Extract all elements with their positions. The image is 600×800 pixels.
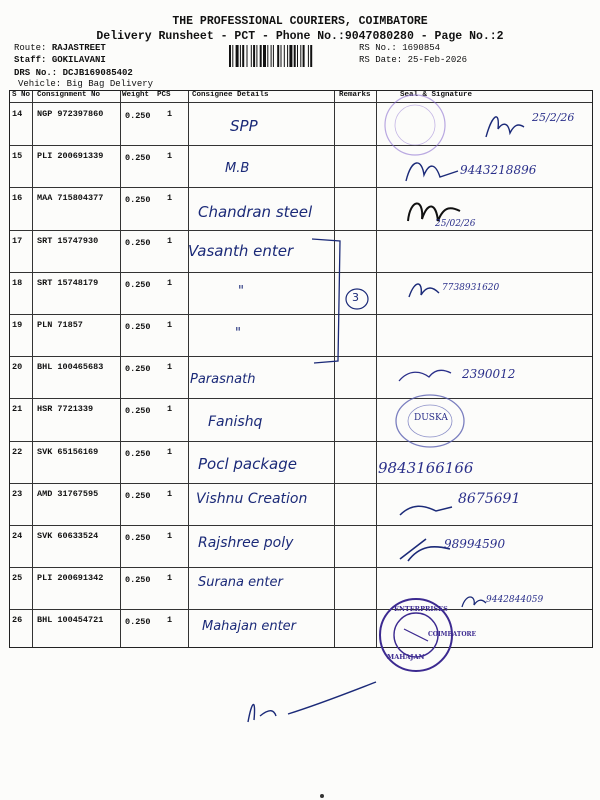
- row-divider: [10, 567, 592, 568]
- rs-no-label: RS No.:: [359, 43, 397, 53]
- cell-sno: 20: [12, 362, 23, 373]
- cell-consignment: SVK 65156169: [37, 446, 99, 457]
- cell-consignee: Vasanth enter: [188, 241, 294, 260]
- cell-consignment: NGP 972397860: [37, 109, 104, 119]
- sig15-phone: 9443218896: [460, 163, 537, 177]
- cell-consignment: PLI 200691339: [37, 151, 104, 162]
- cell-consignee: Pocl package: [198, 454, 297, 473]
- col-divider: [334, 91, 335, 647]
- cell-consignee: ": [235, 326, 241, 341]
- cell-consignment: AMD 31767595: [37, 488, 99, 499]
- sig24-phone: 98994590: [444, 537, 506, 551]
- sig25-phone: 9442844059: [486, 595, 544, 605]
- cell-sno: 21: [12, 404, 23, 415]
- stamp26-top: ENTERPRISES: [394, 605, 448, 613]
- cell-consignment: BHL 100454721: [37, 615, 104, 626]
- cell-pcs: 1: [167, 235, 173, 246]
- scan-dot: [320, 794, 324, 798]
- stamp21-text: DUSKA: [414, 413, 448, 423]
- route-label: Route:: [14, 43, 47, 53]
- cell-pcs: 1: [167, 488, 173, 499]
- rs-no-line: [359, 43, 440, 53]
- cell-pcs: 1: [167, 109, 173, 119]
- cell-pcs: 1: [167, 446, 173, 457]
- rs-date-value: 25-Feb-2026: [407, 55, 468, 65]
- runsheet-table: [9, 90, 593, 661]
- barcode-icon: [229, 45, 354, 67]
- row-divider: [10, 314, 592, 315]
- header-sno: S No: [12, 91, 31, 99]
- cell-sno: 22: [12, 446, 23, 457]
- cell-weight: 0.250: [125, 533, 151, 543]
- cell-weight: 0.250: [125, 279, 151, 290]
- cell-pcs: 1: [167, 362, 173, 373]
- drs-line: [14, 68, 133, 78]
- cell-consignment: BHL 100465683: [37, 362, 104, 373]
- cell-weight: 0.250: [125, 237, 151, 248]
- col-divider: [120, 91, 121, 647]
- sig14-date: 25/2/26: [532, 111, 575, 124]
- cell-consignment: PLN 71857: [37, 320, 83, 330]
- cell-weight: 0.250: [125, 322, 151, 332]
- cell-consignee: Parasnath: [190, 372, 256, 388]
- cell-pcs: 1: [167, 320, 173, 330]
- vehicle-line: [18, 79, 153, 89]
- runsheet-subtitle: Delivery Runsheet - PCT - Phone No.:9047080280 - Page No.:2: [96, 30, 504, 43]
- signature-row14: [480, 105, 530, 145]
- cell-pcs: 1: [167, 531, 173, 541]
- col-divider: [32, 91, 33, 647]
- cell-consignment: SRT 15747930: [37, 235, 99, 246]
- signature-row18: [405, 277, 445, 307]
- cell-weight: 0.250: [125, 448, 151, 459]
- cell-consignee: M.B: [225, 161, 250, 177]
- cell-consignee: ": [238, 283, 244, 299]
- row-divider: [10, 525, 592, 526]
- cell-sno: 15: [12, 151, 23, 162]
- sig22-phone: 9843166166: [378, 459, 474, 477]
- sig16-date: 25/02/26: [435, 219, 476, 229]
- cell-weight: 0.250: [125, 406, 151, 417]
- row-divider: [10, 483, 592, 484]
- cell-weight: 0.250: [125, 111, 151, 121]
- rs-no-value: 1690854: [402, 43, 441, 53]
- cell-consignee: Fanishq: [208, 414, 263, 431]
- col-divider: [188, 91, 189, 647]
- cell-consignment: SRT 15748179: [37, 277, 99, 288]
- group-remark: 3: [352, 291, 359, 304]
- drs-value: DCJB169085402: [62, 68, 133, 78]
- header-consignee: Consignee Details: [192, 91, 269, 99]
- row-divider: [10, 398, 592, 399]
- cell-pcs: 1: [167, 573, 173, 584]
- header-weight: Weight: [122, 91, 150, 99]
- cell-consignee: Vishnu Creation: [196, 490, 308, 507]
- cell-pcs: 1: [167, 615, 173, 626]
- runsheet-title: THE PROFESSIONAL COURIERS, COIMBATORE: [172, 15, 428, 28]
- sig20-phone: 2390012: [462, 367, 516, 381]
- cell-sno: 14: [12, 109, 23, 119]
- vehicle-value: Big Bag Delivery: [66, 79, 154, 89]
- cell-weight: 0.250: [125, 575, 151, 586]
- row-divider: [10, 187, 592, 188]
- rs-date-label: RS Date:: [359, 55, 403, 65]
- cell-consignee: Chandran steel: [198, 203, 313, 222]
- stamp26-left: MAHAJAN: [387, 653, 425, 661]
- cell-consignee: SPP: [230, 117, 258, 135]
- cell-consignment: HSR 7721339: [37, 404, 94, 415]
- cell-consignee: Mahajan enter: [202, 619, 297, 635]
- header-pcs: PCS: [157, 91, 171, 99]
- col-divider: [376, 91, 377, 647]
- cell-weight: 0.250: [125, 617, 151, 628]
- header-seal: Seal & Signature: [400, 91, 473, 99]
- cell-weight: 0.250: [125, 153, 151, 164]
- drs-label: DRS No.:: [14, 68, 58, 78]
- cell-pcs: 1: [167, 151, 173, 162]
- cell-pcs: 1: [167, 277, 173, 288]
- cell-sno: 23: [12, 488, 23, 499]
- cell-sno: 17: [12, 235, 23, 246]
- signature-row23: [396, 493, 456, 523]
- cell-weight: 0.250: [125, 364, 151, 375]
- staff-label: Staff:: [14, 55, 47, 65]
- bottom-signature-mark: [240, 680, 380, 730]
- cell-sno: 24: [12, 531, 23, 541]
- row-divider: [10, 441, 592, 442]
- staff-line: [14, 55, 106, 65]
- cell-weight: 0.250: [125, 490, 151, 501]
- cell-sno: 26: [12, 615, 23, 626]
- route-line: [14, 43, 106, 53]
- cell-consignee: Surana enter: [198, 575, 283, 591]
- route-value: RAJASTREET: [51, 43, 106, 53]
- row-divider: [10, 272, 592, 273]
- cell-consignment: PLI 200691342: [37, 573, 104, 584]
- cell-pcs: 1: [167, 193, 173, 204]
- staff-value: GOKILAVANI: [51, 55, 106, 65]
- cell-consignee: Rajshree poly: [198, 535, 294, 551]
- signature-row25: [458, 591, 488, 613]
- row-divider: [10, 356, 592, 357]
- header-remarks: Remarks: [339, 91, 371, 99]
- cell-sno: 18: [12, 277, 23, 288]
- sig23-phone: 8675691: [458, 491, 521, 507]
- vehicle-label: Vehicle:: [18, 79, 62, 89]
- cell-pcs: 1: [167, 404, 173, 415]
- cell-consignment: SVK 60633524: [37, 531, 99, 541]
- rs-date-line: [359, 55, 467, 65]
- cell-consignment: MAA 715804377: [37, 193, 104, 204]
- row-divider: [10, 609, 592, 610]
- cell-sno: 19: [12, 320, 23, 330]
- stamp26-right: COIMBATORE: [428, 631, 477, 638]
- row-divider: [10, 230, 592, 231]
- header-consignment: Consignment No: [37, 91, 101, 99]
- signature-row20: [395, 363, 455, 393]
- signature-row15: [402, 151, 462, 191]
- cell-weight: 0.250: [125, 195, 151, 206]
- group-bracket: [310, 237, 370, 367]
- row-divider: [10, 145, 592, 146]
- cell-sno: 16: [12, 193, 23, 204]
- sig18-phone: 7738931620: [442, 283, 500, 293]
- header-divider: [10, 102, 592, 103]
- cell-sno: 25: [12, 573, 23, 584]
